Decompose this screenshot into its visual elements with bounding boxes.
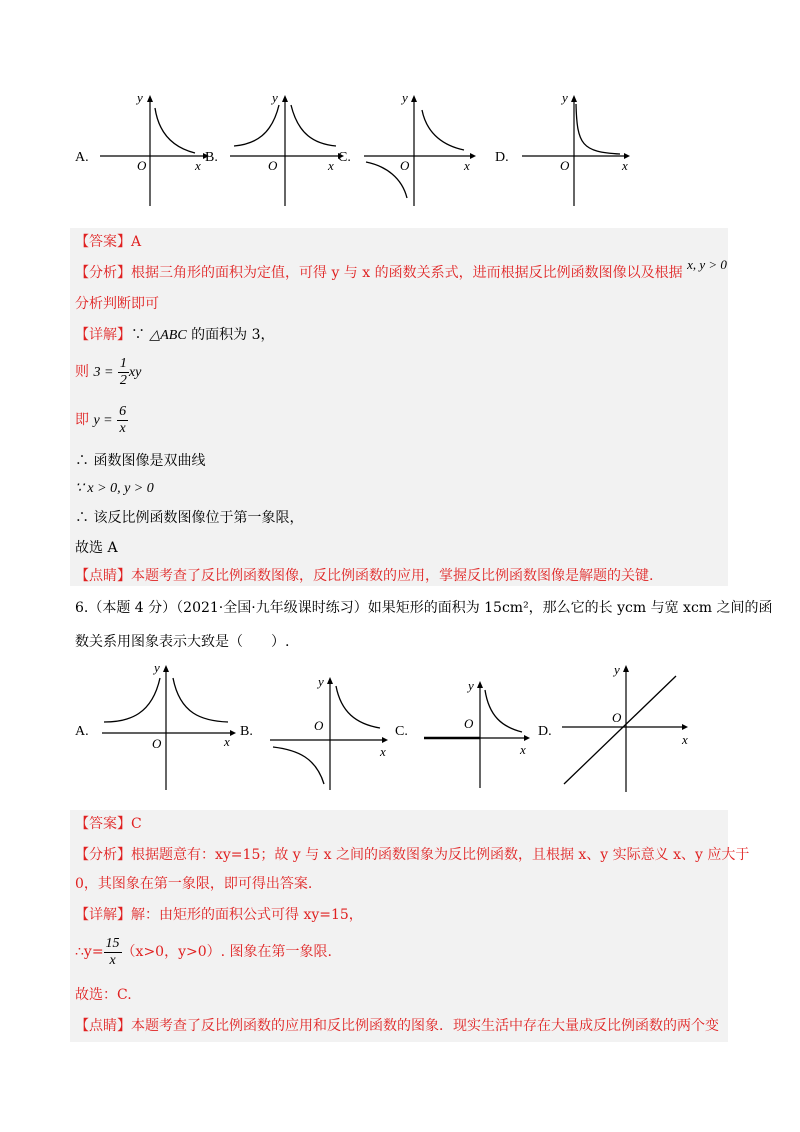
q6-c-origin: O xyxy=(464,716,474,731)
q5-d-origin: O xyxy=(560,158,570,173)
q6-stem-line-1: 6.（本题 4 分）（2021·全国·九年级课时练习）如果矩形的面积为 15cm²，那么它的长 ycm 与宽 xcm 之间的函 xyxy=(75,600,773,616)
analysis-text: 根据题意有：xy=15；故 y 与 x 之间的函数图象为反比例函数，且根据 x、y 实际意义 x、y 应大于 xyxy=(131,847,750,863)
q6-option-b-label: B. xyxy=(240,724,253,739)
answer-value: A xyxy=(131,234,142,250)
q6-analysis-2: 0，其图象在第一象限，即可得出答案. xyxy=(75,876,313,892)
frac-num: 1 xyxy=(119,355,127,371)
q5-detail-3 xyxy=(75,400,128,440)
eq-lhs: 3 = xyxy=(93,365,114,380)
q5-a-x-label: x xyxy=(195,158,201,173)
q6-graph-c xyxy=(422,676,537,794)
analysis-tag: 【分析】 xyxy=(75,847,131,863)
q6-a-y-label: y xyxy=(154,660,160,675)
answer-tag: 【答案】 xyxy=(75,234,131,250)
q5-c-y-label: y xyxy=(402,90,408,105)
q5-a-y-label: y xyxy=(137,90,143,105)
q6-answer xyxy=(75,814,142,834)
q5-b-x-label: x xyxy=(328,158,334,173)
therefore-y: ∴y= xyxy=(75,944,104,960)
q5-analysis xyxy=(75,257,727,283)
comment-text: 本题考查了反比例函数的应用和反比例函数的图象．现实生活中存在大量成反比例函数的两个变 xyxy=(131,1018,719,1034)
q5-graph-d xyxy=(520,90,635,210)
frac-den: x xyxy=(109,952,116,968)
q5-d-y-label: y xyxy=(562,90,568,105)
q5-graph-c xyxy=(360,90,480,210)
frac-den: x xyxy=(119,420,126,436)
q5-detail-4: ∴ 函数图像是双曲线 xyxy=(75,453,206,469)
because-symbol: ∵ xyxy=(131,327,150,343)
q6-option-d-label: D. xyxy=(538,724,552,739)
fraction-6-over-x xyxy=(117,404,128,437)
q6-detail-1 xyxy=(75,905,363,925)
triangle-abc: △ABC xyxy=(149,328,187,343)
q6-b-x-label: x xyxy=(380,744,386,759)
analysis-text: 根据三角形的面积为定值，可得 y 与 x 的函数关系式，进而根据反比例函数图像以及根据 xyxy=(131,265,683,281)
comment-tag: 【点睛】 xyxy=(75,568,131,584)
q6-c-y-label: y xyxy=(468,678,474,693)
q6-c-x-label: x xyxy=(520,742,526,757)
q6-b-origin: O xyxy=(314,718,324,733)
q5-graphs xyxy=(0,90,800,215)
q6-a-x-label: x xyxy=(224,734,230,749)
then-word: 则 xyxy=(75,364,94,380)
q5-detail-2 xyxy=(75,354,141,390)
q6-a-origin: O xyxy=(152,736,162,751)
fraction-15-over-x xyxy=(104,936,122,969)
q6-option-a-label: A. xyxy=(75,724,89,739)
q5-c-x-label: x xyxy=(464,158,470,173)
namely-word: 即 xyxy=(75,412,94,428)
eq-y: y = xyxy=(93,413,113,428)
comment-tag: 【点睛】 xyxy=(75,1018,131,1034)
q6-comment xyxy=(75,1016,719,1036)
q6-b-y-label: y xyxy=(318,674,324,689)
q5-option-c-label: C. xyxy=(338,150,351,165)
q5-b-origin: O xyxy=(268,158,278,173)
q5-b-y-label: y xyxy=(272,90,278,105)
q5-graph-b xyxy=(228,90,346,210)
q5-detail-7: 故选 A xyxy=(75,540,118,556)
frac-den: 2 xyxy=(119,372,127,388)
detail-tail: （x>0，y>0）. 图象在第一象限. xyxy=(121,944,332,960)
analysis-tag: 【分析】 xyxy=(75,265,131,281)
q6-d-x-label: x xyxy=(682,732,688,747)
detail-tag: 【详解】 xyxy=(75,327,131,343)
q5-option-a-label: A. xyxy=(75,150,89,165)
q5-comment xyxy=(75,566,653,586)
q5-a-origin: O xyxy=(137,158,147,173)
detail-text: 解：由矩形的面积公式可得 xy=15， xyxy=(131,907,363,923)
q5-detail-6: ∴ 该反比例函数图像位于第一象限， xyxy=(75,510,304,526)
q6-graph-d xyxy=(558,660,698,795)
frac-num: 15 xyxy=(105,935,120,951)
comment-text: 本题考查了反比例函数图像，反比例函数的应用，掌握反比例函数图像是解题的关键. xyxy=(131,568,654,584)
q6-d-origin: O xyxy=(612,710,622,725)
q6-graph-b xyxy=(268,672,398,792)
eq-rhs: xy xyxy=(128,365,142,380)
q5-d-x-label: x xyxy=(622,158,628,173)
q6-graphs xyxy=(0,658,800,798)
area-text: 的面积为 3， xyxy=(186,327,275,343)
q5-c-origin: O xyxy=(400,158,410,173)
answer-tag: 【答案】 xyxy=(75,816,131,832)
q5-answer xyxy=(75,232,141,252)
q5-analysis-cont: 分析判断即可 xyxy=(75,296,159,312)
q6-detail-2 xyxy=(75,932,332,972)
q5-graph-a xyxy=(95,90,210,210)
q6-graph-a xyxy=(100,658,245,793)
q5-detail-1 xyxy=(75,325,274,346)
q5-option-b-label: B. xyxy=(205,150,218,165)
answer-value: C xyxy=(131,816,142,832)
q6-analysis-1 xyxy=(75,845,749,865)
q6-d-y-label: y xyxy=(614,662,620,677)
q5-option-d-label: D. xyxy=(495,150,509,165)
detail-tag: 【详解】 xyxy=(75,907,131,923)
q5-detail-5: ∵ x > 0, y > 0 xyxy=(75,481,154,496)
q6-option-c-label: C. xyxy=(395,724,408,739)
frac-num: 6 xyxy=(119,403,127,419)
q6-detail-3: 故选：C. xyxy=(75,987,132,1003)
fraction-half xyxy=(118,356,129,389)
q6-stem-line-2: 数关系用图象表示大致是（ ）. xyxy=(75,634,290,650)
analysis-condition: x, y > 0 xyxy=(687,257,727,272)
